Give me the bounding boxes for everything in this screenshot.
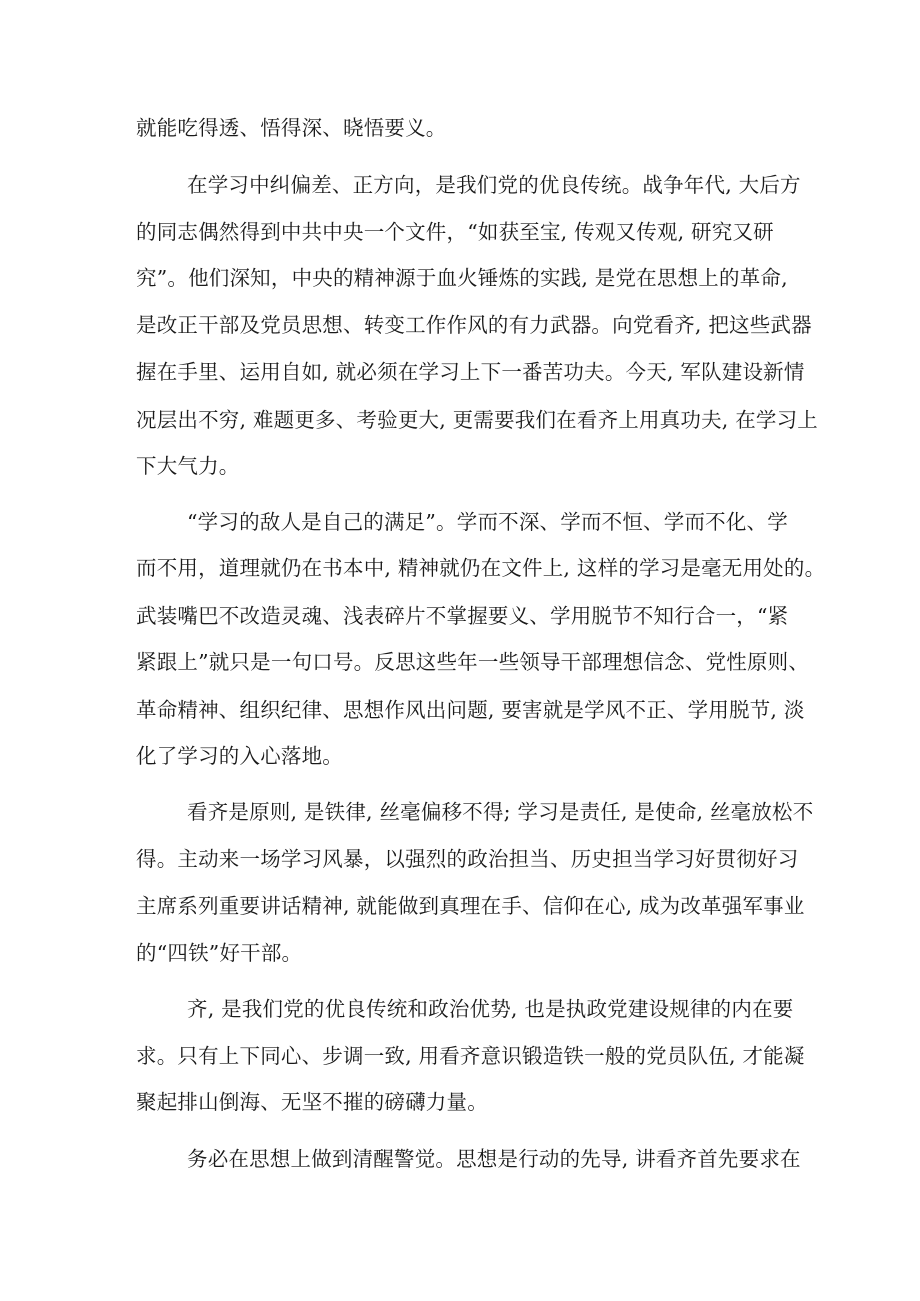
text-line: 就能吃得透、悟得深、晓悟要义。 xyxy=(136,116,447,140)
text-line: 下大气力。 xyxy=(136,454,240,478)
text-line: 聚起排山倒海、无坚不摧的磅礴力量。 xyxy=(136,1090,488,1114)
text-line: 况层出不穷, 难题更多、考验更大, 更需要我们在看齐上用真功夫, 在学习上 xyxy=(136,408,818,432)
text-line: 握在手里、运用自如, 就必须在学习上下一番苦功夫。今天, 军队建设新情 xyxy=(136,360,805,384)
text-line: 的同志偶然得到中共中央一个文件，“如获至宝, 传观又传观, 研究又研 xyxy=(136,220,774,244)
paragraph-first-line: 看齐是原则, 是铁律, 丝毫偏移不得; 学习是责任, 是使命, 丝毫放松不 xyxy=(187,800,814,824)
text-line: 而不用，道理就仍在书本中, 精神就仍在文件上, 这样的学习是毫无用处的。 xyxy=(136,556,826,580)
paragraph-first-line: 齐, 是我们党的优良传统和政治优势, 也是执政党建设规律的内在要 xyxy=(187,997,794,1021)
text-line: 的“四铁”好干部。 xyxy=(136,941,303,965)
text-line: 究”。他们深知，中央的精神源于血火锤炼的实践, 是党在思想上的革命, xyxy=(136,266,788,290)
text-line: 紧跟上”就只是一句口号。反思这些年一些领导干部理想信念、党性原则、 xyxy=(136,650,810,674)
text-line: 得。主动来一场学习风暴，以强烈的政治担当、历史担当学习好贯彻好习 xyxy=(136,847,799,871)
text-line: 革命精神、组织纪律、思想作风出问题, 要害就是学风不正、学用脱节, 淡 xyxy=(136,698,805,722)
text-line: 求。只有上下同心、步调一致, 用看齐意识锻造铁一般的党员队伍, 才能凝 xyxy=(136,1044,805,1068)
paragraph-first-line: 务必在思想上做到清醒警觉。思想是行动的先导, 讲看齐首先要求在 xyxy=(187,1147,801,1171)
text-line: 是改正干部及党员思想、转变工作作风的有力武器。向党看齐, 把这些武器 xyxy=(136,313,812,337)
paragraph-first-line: 在学习中纠偏差、正方向，是我们党的优良传统。战争年代, 大后方 xyxy=(187,173,801,197)
text-line: 主席系列重要讲话精神, 就能做到真理在手、信仰在心, 成为改革强军事业 xyxy=(136,894,805,918)
paragraph-first-line: “学习的敌人是自己的满足”。学而不深、学而不恒、学而不化、学 xyxy=(187,510,788,534)
text-line: 化了学习的入心落地。 xyxy=(136,744,343,768)
text-line: 武装嘴巴不改造灵魂、浅表碎片不掌握要义、学用脱节不知行合一，“紧 xyxy=(136,604,789,628)
